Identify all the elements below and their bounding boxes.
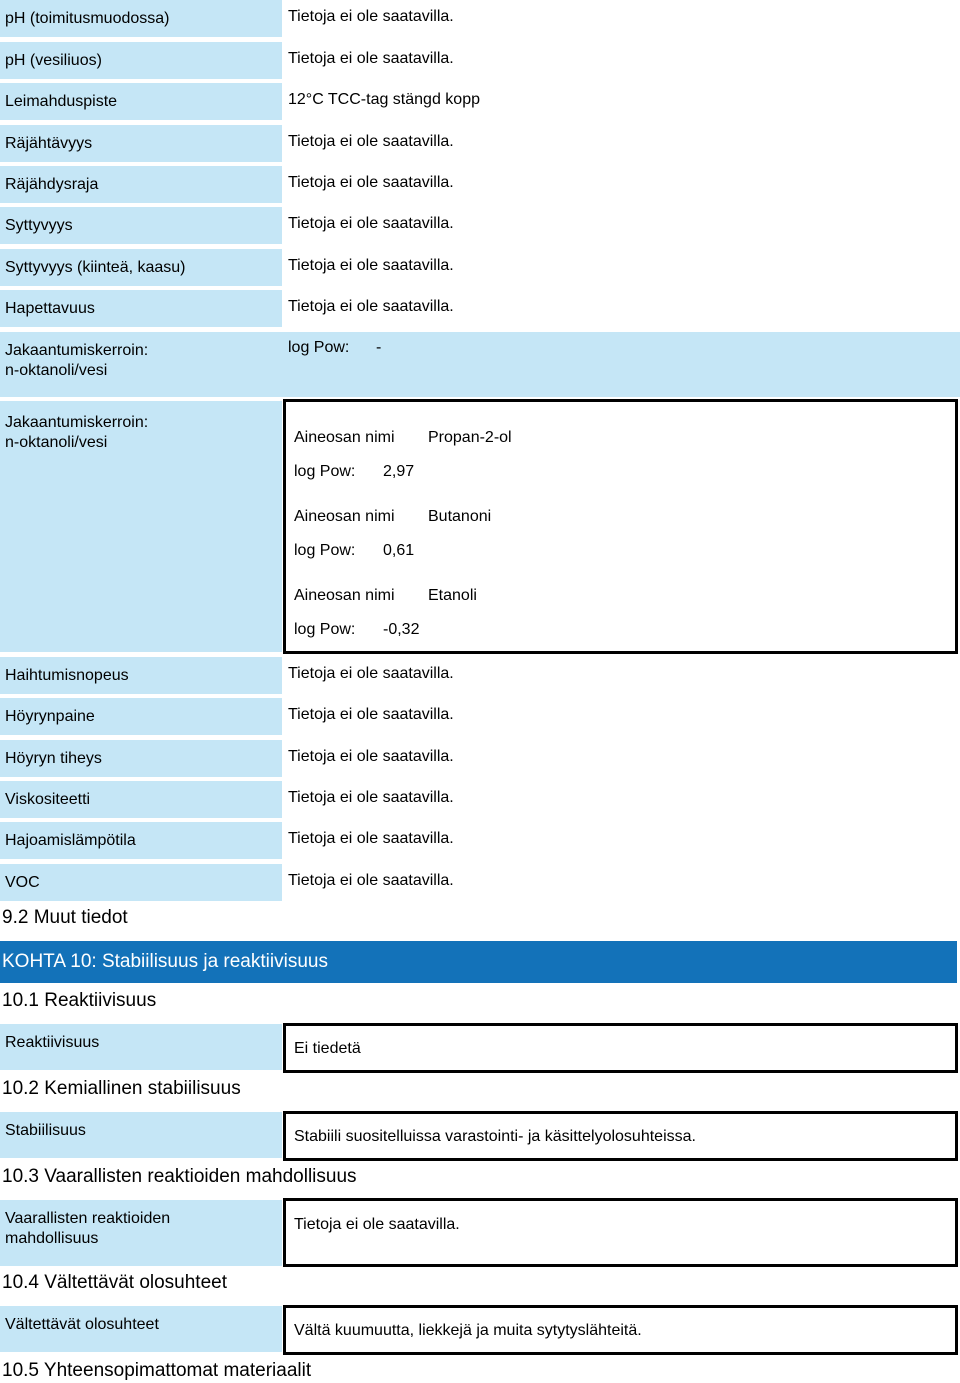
property-value: Tietoja ei ole saatavilla. (288, 257, 454, 274)
property-label: VOC (0, 864, 282, 901)
stability-label: Stabiilisuus (0, 1112, 282, 1158)
property-value: Tietoja ei ole saatavilla. (288, 748, 454, 765)
partition-label-line2: n-oktanoli/vesi (5, 362, 108, 379)
property-value: Tietoja ei ole saatavilla. (288, 8, 454, 25)
property-label: Viskositeetti (0, 781, 282, 818)
partition-label-line2: n-oktanoli/vesi (5, 434, 108, 451)
property-value: Tietoja ei ole saatavilla. (288, 665, 454, 682)
subsection-10-3-heading: 10.3 Vaarallisten reaktioiden mahdollisuus (2, 1166, 357, 1187)
property-label: pH (vesiliuos) (0, 42, 282, 79)
property-label: Höyrynpaine (0, 698, 282, 735)
component-name-label: Aineosan nimi (294, 587, 395, 604)
component-logpow: -0,32 (383, 621, 420, 638)
subsection-10-1-heading: 10.1 Reaktiivisuus (2, 990, 157, 1011)
logpow-label: log Pow: (288, 339, 350, 356)
component-name-label: Aineosan nimi (294, 429, 395, 446)
hazardous-reactions-value: Tietoja ei ole saatavilla. (294, 1216, 460, 1233)
hazardous-reactions-label (0, 1200, 282, 1266)
section-10-heading: KOHTA 10: Stabiilisuus ja reaktiivisuus (0, 941, 957, 983)
subsection-10-4-heading: 10.4 Vältettävät olosuhteet (2, 1272, 227, 1293)
property-label: Räjähtävyys (0, 125, 282, 162)
property-value: 12°C TCC-tag stängd kopp (288, 91, 480, 108)
property-value: Tietoja ei ole saatavilla. (288, 298, 454, 315)
property-value: Tietoja ei ole saatavilla. (288, 50, 454, 67)
reactivity-value-box (283, 1023, 958, 1073)
property-value: Tietoja ei ole saatavilla. (288, 872, 454, 889)
logpow-value: - (376, 339, 382, 356)
property-value: Tietoja ei ole saatavilla. (288, 174, 454, 191)
subsection-10-5-heading: 10.5 Yhteensopimattomat materiaalit (2, 1360, 312, 1381)
property-value: Tietoja ei ole saatavilla. (288, 215, 454, 232)
conditions-to-avoid-value: Vältä kuumuutta, liekkejä ja muita sytytyslähteitä. (294, 1322, 642, 1339)
property-label: Hajoamislämpötila (0, 822, 282, 859)
property-value: Tietoja ei ole saatavilla. (288, 133, 454, 150)
component-name: Propan-2-ol (428, 429, 512, 446)
component-logpow-label: log Pow: (294, 463, 356, 480)
stability-value: Stabiili suositelluissa varastointi- ja käsittelyolosuhteissa. (294, 1128, 696, 1145)
component-name: Etanoli (428, 587, 477, 604)
property-label: Syttyvyys (0, 207, 282, 244)
subsection-10-2-heading: 10.2 Kemiallinen stabiilisuus (2, 1078, 241, 1099)
property-value: Tietoja ei ole saatavilla. (288, 830, 454, 847)
hazardous-reactions-label-line1: Vaarallisten reaktioiden (5, 1210, 171, 1227)
property-label: Hapettavuus (0, 290, 282, 327)
property-label: Haihtumisnopeus (0, 657, 282, 694)
property-label: pH (toimitusmuodossa) (0, 0, 282, 37)
property-label: Höyryn tiheys (0, 740, 282, 777)
conditions-to-avoid-label: Vältettävät olosuhteet (0, 1306, 282, 1352)
partition-label (0, 332, 282, 397)
component-name: Butanoni (428, 508, 492, 525)
subsection-9-2-heading: 9.2 Muut tiedot (2, 907, 128, 928)
component-logpow-label: log Pow: (294, 542, 356, 559)
partition-label-right-fill (282, 332, 960, 397)
property-label: Leimahduspiste (0, 83, 282, 120)
component-name-label: Aineosan nimi (294, 508, 395, 525)
component-logpow-label: log Pow: (294, 621, 356, 638)
reactivity-label: Reaktiivisuus (0, 1024, 282, 1070)
property-label: Syttyvyys (kiinteä, kaasu) (0, 249, 282, 286)
partition-label-line1: Jakaantumiskerroin: (5, 342, 149, 359)
component-logpow: 2,97 (383, 463, 415, 480)
property-value: Tietoja ei ole saatavilla. (288, 789, 454, 806)
partition-components-label (0, 401, 282, 652)
property-value: Tietoja ei ole saatavilla. (288, 706, 454, 723)
partition-label-line1: Jakaantumiskerroin: (5, 414, 149, 431)
property-label: Räjähdysraja (0, 166, 282, 203)
component-logpow: 0,61 (383, 542, 415, 559)
hazardous-reactions-label-line2: mahdollisuus (5, 1230, 99, 1247)
reactivity-value: Ei tiedetä (294, 1040, 361, 1057)
